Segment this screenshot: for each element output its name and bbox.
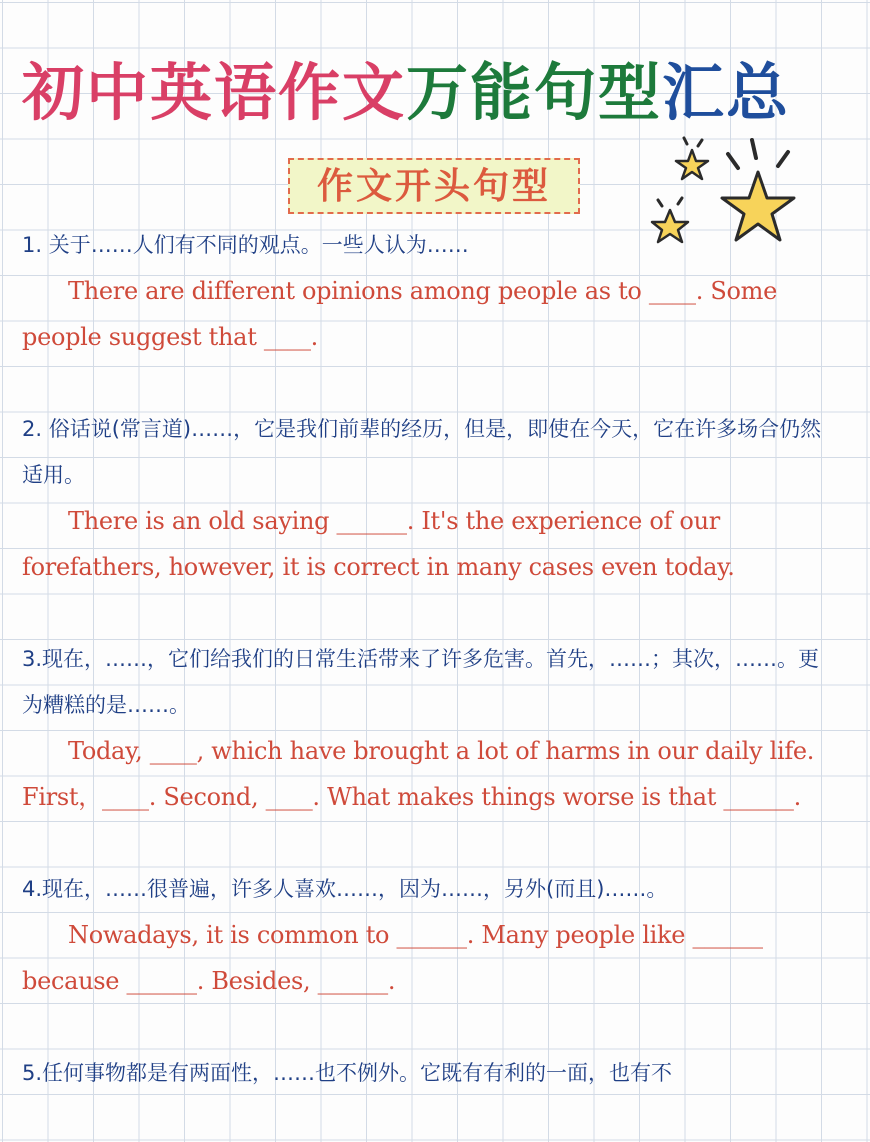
page-title: [22, 48, 852, 138]
title-part-red: 初中英语作文: [22, 56, 407, 129]
list-item: [22, 636, 832, 820]
list-item: [22, 222, 832, 360]
section-subtitle: 作文开头句型: [288, 158, 580, 214]
chinese-sentence: 2. 俗话说(常言道)……，它是我们前辈的经历，但是，即使在今天，它在许多场合仍然适用。: [22, 417, 822, 487]
list-item: [22, 406, 832, 590]
english-sentence: Today, ____, which have brought a lot of harms in our daily life. First，____. Second, ____. What makes things worse is that ______.: [22, 737, 815, 811]
sentence-list: [22, 222, 832, 1096]
star-icon: [676, 150, 708, 179]
chinese-sentence: 3.现在，……，它们给我们的日常生活带来了许多危害。首先，……；其次，……。更为糟糕的是……。: [22, 647, 820, 717]
chinese-sentence: 4.现在，……很普遍，许多人喜欢……，因为……，另外(而且)……。: [22, 877, 668, 901]
english-sentence: Nowadays, it is common to ______. Many people like ______ because ______. Besides, ______.: [22, 921, 763, 995]
english-sentence: There is an old saying ______. It's the experience of our forefathers, however, it is correct in many cases even today.: [22, 507, 735, 581]
chinese-sentence: 1. 关于……人们有不同的观点。一些人认为……: [22, 233, 469, 257]
chinese-sentence: 5.任何事物都是有两面性，……也不例外。它既有有利的一面，也有不: [22, 1061, 673, 1085]
title-part-green: 万能句型: [406, 56, 663, 129]
title-part-blue: 汇总: [662, 56, 791, 129]
english-sentence: There are different opinions among people as to ____. Some people suggest that ____.: [22, 277, 778, 351]
list-item: [22, 866, 832, 1004]
list-item: [22, 1050, 832, 1096]
